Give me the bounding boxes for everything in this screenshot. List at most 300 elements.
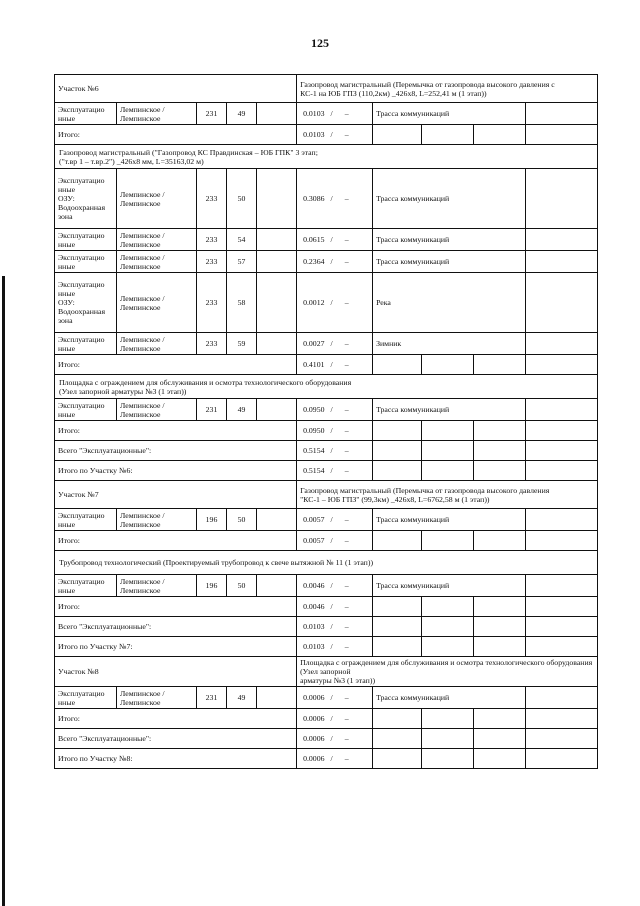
total-row bbox=[55, 729, 598, 749]
area-dash: – bbox=[344, 734, 349, 743]
section-label: Участок №8 bbox=[55, 657, 297, 687]
area-separator: / bbox=[330, 536, 333, 545]
blank-cell bbox=[373, 441, 422, 461]
category-line: Эксплуатацио bbox=[58, 400, 105, 410]
area-cell bbox=[297, 617, 373, 637]
area-value: 0.0057 bbox=[303, 515, 325, 524]
blank-cell bbox=[257, 687, 297, 709]
total-row bbox=[55, 531, 598, 551]
area-separator: / bbox=[330, 642, 333, 651]
area-dash: – bbox=[344, 109, 349, 118]
blank-cell bbox=[474, 531, 526, 551]
plot-number: 50 bbox=[227, 509, 257, 531]
plot-number: 49 bbox=[227, 399, 257, 421]
category-cell bbox=[55, 399, 117, 421]
area-dash: – bbox=[344, 466, 349, 475]
area-value: 0.0103 bbox=[303, 109, 325, 118]
total-label: Всего "Эксплуатационные": bbox=[55, 441, 297, 461]
blank-cell bbox=[526, 509, 598, 531]
location-line: Лемпинское / bbox=[120, 230, 165, 240]
location-cell bbox=[117, 229, 197, 251]
blank-cell bbox=[257, 229, 297, 251]
category-line: нные bbox=[58, 239, 76, 249]
object-title-row bbox=[55, 551, 598, 575]
category-line: зона bbox=[58, 212, 73, 221]
location-line: Лемпинское / bbox=[120, 104, 165, 114]
area-separator: / bbox=[330, 466, 333, 475]
section-label: Участок №7 bbox=[55, 481, 297, 509]
plot-number: 59 bbox=[227, 333, 257, 355]
blank-cell bbox=[474, 421, 526, 441]
blank-cell bbox=[526, 103, 598, 125]
area-cell bbox=[297, 399, 373, 421]
category-line: зона bbox=[58, 316, 73, 325]
description-line: Площадка с ограждением для обслуживания и осмотра технологического оборудования (Узел запорной bbox=[300, 658, 593, 676]
table-row bbox=[55, 687, 598, 709]
location-line: Лемпинское bbox=[120, 343, 161, 353]
blank-cell bbox=[474, 617, 526, 637]
area-separator: / bbox=[330, 515, 333, 524]
category-cell bbox=[55, 687, 117, 709]
area-value: 0.0027 bbox=[303, 339, 325, 348]
area-cell bbox=[297, 421, 373, 441]
area-cell bbox=[297, 229, 373, 251]
blank-cell bbox=[373, 597, 422, 617]
blank-cell bbox=[526, 273, 598, 333]
blank-cell bbox=[526, 169, 598, 229]
area-value: 0.0046 bbox=[303, 602, 325, 611]
land-use: Зимник bbox=[373, 333, 526, 355]
location-line: Лемпинское / bbox=[120, 189, 165, 199]
total-label: Итого по Участку №7: bbox=[55, 637, 297, 657]
section-header-row bbox=[55, 75, 598, 103]
plot-number: 50 bbox=[227, 575, 257, 597]
page-number: 125 bbox=[311, 36, 329, 50]
category-cell bbox=[55, 333, 117, 355]
land-use: Трасса коммуникаций bbox=[373, 687, 526, 709]
blank-cell bbox=[373, 461, 422, 481]
area-dash: – bbox=[344, 194, 349, 203]
blank-cell bbox=[526, 251, 598, 273]
object-title-line: (Узел запорной арматуры №3 (1 этап)) bbox=[59, 386, 187, 396]
area-value: 0.0012 bbox=[303, 298, 325, 307]
object-title bbox=[55, 375, 598, 399]
area-cell bbox=[297, 461, 373, 481]
blank-cell bbox=[474, 749, 526, 769]
blank-cell bbox=[422, 729, 474, 749]
table-row bbox=[55, 273, 598, 333]
area-cell bbox=[297, 355, 373, 375]
blank-cell bbox=[526, 597, 598, 617]
total-row bbox=[55, 461, 598, 481]
blank-cell bbox=[422, 637, 474, 657]
blank-cell bbox=[373, 421, 422, 441]
section-header-row bbox=[55, 657, 598, 687]
location-line: Лемпинское / bbox=[120, 688, 165, 698]
location-line: Лемпинское / bbox=[120, 334, 165, 344]
total-label: Итого: bbox=[55, 421, 297, 441]
location-line: Лемпинское / bbox=[120, 293, 165, 303]
location-line: Лемпинское bbox=[120, 198, 161, 208]
category-line: ОЗУ: bbox=[58, 298, 75, 307]
blank-cell bbox=[474, 597, 526, 617]
location-line: Лемпинское bbox=[120, 302, 161, 312]
category-line: нные bbox=[58, 697, 76, 707]
blank-cell bbox=[422, 597, 474, 617]
plot-number: 49 bbox=[227, 687, 257, 709]
category-cell bbox=[55, 509, 117, 531]
description-line: Газопровод магистральный (Перемычка от газопровода высокого давления с bbox=[300, 79, 555, 89]
section-description bbox=[297, 481, 598, 509]
area-cell bbox=[297, 509, 373, 531]
location-line: Лемпинское bbox=[120, 409, 161, 419]
binding-mark bbox=[2, 276, 5, 906]
blank-cell bbox=[526, 575, 598, 597]
area-separator: / bbox=[330, 754, 333, 763]
table-row bbox=[55, 169, 598, 229]
area-value: 0.0950 bbox=[303, 426, 325, 435]
total-row bbox=[55, 637, 598, 657]
category-line: Эксплуатацио bbox=[58, 510, 105, 520]
category-line: Эксплуатацио bbox=[58, 176, 105, 185]
blank-cell bbox=[526, 441, 598, 461]
total-row bbox=[55, 749, 598, 769]
plot-number: 58 bbox=[227, 273, 257, 333]
blank-cell bbox=[526, 687, 598, 709]
blank-cell bbox=[526, 617, 598, 637]
table-body bbox=[55, 75, 598, 769]
blank-cell bbox=[526, 729, 598, 749]
area-cell bbox=[297, 709, 373, 729]
area-value: 0.0950 bbox=[303, 405, 325, 414]
area-dash: – bbox=[344, 446, 349, 455]
category-cell bbox=[55, 273, 117, 333]
description-line: арматуры №3 (1 этап)) bbox=[300, 676, 376, 685]
total-label: Всего "Эксплуатационные": bbox=[55, 729, 297, 749]
blank-cell bbox=[257, 273, 297, 333]
blank-cell bbox=[526, 125, 598, 145]
blank-cell bbox=[526, 749, 598, 769]
object-title-line: Трубопровод технологический (Проектируемый трубопровод к свече вытяжной № 11 (1 этап)) bbox=[59, 558, 374, 567]
area-value: 0.0057 bbox=[303, 536, 325, 545]
block-number: 233 bbox=[197, 229, 227, 251]
total-label: Итого: bbox=[55, 531, 297, 551]
area-dash: – bbox=[344, 257, 349, 266]
total-label: Итого: bbox=[55, 125, 297, 145]
area-dash: – bbox=[344, 754, 349, 763]
location-cell bbox=[117, 273, 197, 333]
area-value: 0.0006 bbox=[303, 754, 325, 763]
area-dash: – bbox=[344, 536, 349, 545]
area-separator: / bbox=[330, 734, 333, 743]
blank-cell bbox=[422, 709, 474, 729]
object-title-line: Площадка с ограждением для обслуживания и осмотра технологического оборудования bbox=[59, 377, 352, 387]
blank-cell bbox=[373, 125, 422, 145]
blank-cell bbox=[373, 749, 422, 769]
location-cell bbox=[117, 103, 197, 125]
category-line: нные bbox=[58, 409, 76, 419]
area-dash: – bbox=[344, 622, 349, 631]
blank-cell bbox=[373, 531, 422, 551]
blank-cell bbox=[257, 509, 297, 531]
table-row bbox=[55, 399, 598, 421]
area-dash: – bbox=[344, 581, 349, 590]
area-cell bbox=[297, 273, 373, 333]
plot-number: 57 bbox=[227, 251, 257, 273]
area-cell bbox=[297, 687, 373, 709]
area-value: 0.0103 bbox=[303, 642, 325, 651]
blank-cell bbox=[373, 709, 422, 729]
blank-cell bbox=[422, 617, 474, 637]
blank-cell bbox=[422, 749, 474, 769]
object-title bbox=[55, 145, 598, 169]
object-title-line: Газопровод магистральный ("Газопровод КС Правдинская – ЮБ ГПК" 3 этап; bbox=[59, 147, 318, 157]
description-line: "КС-1 – ЮБ ГПЗ" (99,3км) _426х8, L=6762,58 м (1 этап)) bbox=[300, 494, 490, 504]
area-value: 0.5154 bbox=[303, 446, 325, 455]
description-line: КС-1 на ЮБ ГПЗ (110,2км) _426х8, L=252,41 м (1 этап)) bbox=[300, 88, 487, 98]
area-dash: – bbox=[344, 360, 349, 369]
table-row bbox=[55, 575, 598, 597]
area-value: 0.0006 bbox=[303, 714, 325, 723]
blank-cell bbox=[257, 251, 297, 273]
plot-number: 54 bbox=[227, 229, 257, 251]
category-cell bbox=[55, 575, 117, 597]
category-line: нные bbox=[58, 113, 76, 123]
area-cell bbox=[297, 749, 373, 769]
area-cell bbox=[297, 251, 373, 273]
location-cell bbox=[117, 509, 197, 531]
plot-number: 49 bbox=[227, 103, 257, 125]
section-description bbox=[297, 657, 598, 687]
table-row bbox=[55, 229, 598, 251]
area-separator: / bbox=[330, 194, 333, 203]
location-cell bbox=[117, 687, 197, 709]
total-row bbox=[55, 421, 598, 441]
area-value: 0.0103 bbox=[303, 622, 325, 631]
land-use: Трасса коммуникаций bbox=[373, 251, 526, 273]
area-cell bbox=[297, 169, 373, 229]
blank-cell bbox=[373, 637, 422, 657]
description-line: Газопровод магистральный (Перемычка от газопровода высокого давления bbox=[300, 485, 550, 495]
total-label: Итого: bbox=[55, 355, 297, 375]
block-number: 233 bbox=[197, 169, 227, 229]
location-cell bbox=[117, 333, 197, 355]
object-title bbox=[55, 551, 598, 575]
land-use: Трасса коммуникаций bbox=[373, 399, 526, 421]
area-separator: / bbox=[330, 298, 333, 307]
area-cell bbox=[297, 333, 373, 355]
location-cell bbox=[117, 251, 197, 273]
blank-cell bbox=[474, 441, 526, 461]
category-cell bbox=[55, 251, 117, 273]
blank-cell bbox=[526, 531, 598, 551]
area-dash: – bbox=[344, 339, 349, 348]
category-line: Водоохранная bbox=[58, 203, 106, 212]
category-line: Эксплуатацио bbox=[58, 230, 105, 240]
block-number: 231 bbox=[197, 399, 227, 421]
total-row bbox=[55, 355, 598, 375]
area-value: 0.0615 bbox=[303, 235, 325, 244]
blank-cell bbox=[257, 333, 297, 355]
area-separator: / bbox=[330, 109, 333, 118]
location-line: Лемпинское / bbox=[120, 576, 165, 586]
blank-cell bbox=[526, 421, 598, 441]
location-cell bbox=[117, 399, 197, 421]
blank-cell bbox=[526, 229, 598, 251]
location-line: Лемпинское / bbox=[120, 400, 165, 410]
category-line: Эксплуатацио bbox=[58, 280, 105, 289]
total-label: Всего "Эксплуатационные": bbox=[55, 617, 297, 637]
area-separator: / bbox=[330, 405, 333, 414]
blank-cell bbox=[373, 355, 422, 375]
blank-cell bbox=[526, 461, 598, 481]
location-cell bbox=[117, 575, 197, 597]
area-value: 0.0006 bbox=[303, 734, 325, 743]
area-separator: / bbox=[330, 235, 333, 244]
land-use: Трасса коммуникаций bbox=[373, 229, 526, 251]
block-number: 231 bbox=[197, 103, 227, 125]
blank-cell bbox=[373, 617, 422, 637]
category-cell bbox=[55, 169, 117, 229]
blank-cell bbox=[422, 461, 474, 481]
area-cell bbox=[297, 531, 373, 551]
blank-cell bbox=[422, 421, 474, 441]
block-number: 233 bbox=[197, 273, 227, 333]
category-line: нные bbox=[58, 519, 76, 529]
blank-cell bbox=[474, 355, 526, 375]
category-line: Эксплуатацио bbox=[58, 688, 105, 698]
area-value: 0.0006 bbox=[303, 693, 325, 702]
blank-cell bbox=[422, 441, 474, 461]
plot-number: 50 bbox=[227, 169, 257, 229]
blank-cell bbox=[526, 637, 598, 657]
category-line: Эксплуатацио bbox=[58, 576, 105, 586]
table-row bbox=[55, 509, 598, 531]
location-line: Лемпинское bbox=[120, 585, 161, 595]
area-separator: / bbox=[330, 581, 333, 590]
block-number: 233 bbox=[197, 251, 227, 273]
area-separator: / bbox=[330, 602, 333, 611]
total-row bbox=[55, 617, 598, 637]
area-dash: – bbox=[344, 515, 349, 524]
area-separator: / bbox=[330, 257, 333, 266]
location-line: Лемпинское bbox=[120, 697, 161, 707]
blank-cell bbox=[422, 355, 474, 375]
area-value: 0.0046 bbox=[303, 581, 325, 590]
area-separator: / bbox=[330, 693, 333, 702]
area-dash: – bbox=[344, 426, 349, 435]
area-cell bbox=[297, 597, 373, 617]
blank-cell bbox=[526, 355, 598, 375]
block-number: 233 bbox=[197, 333, 227, 355]
blank-cell bbox=[422, 125, 474, 145]
blank-cell bbox=[526, 709, 598, 729]
area-value: 0.4101 bbox=[303, 360, 325, 369]
area-value: 0.3086 bbox=[303, 194, 325, 203]
category-line: нные bbox=[58, 261, 76, 271]
object-title-row bbox=[55, 145, 598, 169]
blank-cell bbox=[422, 531, 474, 551]
category-line: Водоохранная bbox=[58, 307, 106, 316]
location-line: Лемпинское bbox=[120, 239, 161, 249]
area-value: 0.5154 bbox=[303, 466, 325, 475]
blank-cell bbox=[474, 461, 526, 481]
location-line: Лемпинское bbox=[120, 519, 161, 529]
table-row bbox=[55, 103, 598, 125]
category-line: нные bbox=[58, 185, 76, 194]
blank-cell bbox=[373, 729, 422, 749]
category-line: Эксплуатацио bbox=[58, 252, 105, 262]
area-cell bbox=[297, 441, 373, 461]
total-label: Итого по Участку №8: bbox=[55, 749, 297, 769]
section-description bbox=[297, 75, 598, 103]
blank-cell bbox=[474, 125, 526, 145]
area-separator: / bbox=[330, 130, 333, 139]
area-dash: – bbox=[344, 642, 349, 651]
category-cell bbox=[55, 229, 117, 251]
area-dash: – bbox=[344, 602, 349, 611]
land-use: Трасса коммуникаций bbox=[373, 103, 526, 125]
blank-cell bbox=[526, 333, 598, 355]
location-line: Лемпинское bbox=[120, 113, 161, 123]
category-line: Эксплуатацио bbox=[58, 334, 105, 344]
blank-cell bbox=[257, 103, 297, 125]
area-dash: – bbox=[344, 235, 349, 244]
area-value: 0.2364 bbox=[303, 257, 325, 266]
total-row bbox=[55, 441, 598, 461]
category-line: нные bbox=[58, 343, 76, 353]
total-row bbox=[55, 125, 598, 145]
land-use: Река bbox=[373, 273, 526, 333]
total-row bbox=[55, 709, 598, 729]
total-label: Итого: bbox=[55, 709, 297, 729]
area-separator: / bbox=[330, 446, 333, 455]
location-cell bbox=[117, 169, 197, 229]
area-separator: / bbox=[330, 426, 333, 435]
location-line: Лемпинское / bbox=[120, 510, 165, 520]
area-cell bbox=[297, 125, 373, 145]
object-title-line: ("т.вр 1 – т.вр.2") _426х8 мм, L=35163,02 м) bbox=[59, 156, 204, 166]
blank-cell bbox=[474, 729, 526, 749]
section-header-row bbox=[55, 481, 598, 509]
area-dash: – bbox=[344, 298, 349, 307]
area-cell bbox=[297, 103, 373, 125]
blank-cell bbox=[474, 637, 526, 657]
area-separator: / bbox=[330, 339, 333, 348]
land-use: Трасса коммуникаций bbox=[373, 575, 526, 597]
area-cell bbox=[297, 729, 373, 749]
blank-cell bbox=[257, 575, 297, 597]
blank-cell bbox=[526, 399, 598, 421]
block-number: 231 bbox=[197, 687, 227, 709]
area-cell bbox=[297, 637, 373, 657]
blank-cell bbox=[474, 709, 526, 729]
total-label: Итого: bbox=[55, 597, 297, 617]
category-line: нные bbox=[58, 289, 76, 298]
table-row bbox=[55, 333, 598, 355]
land-use: Трасса коммуникаций bbox=[373, 169, 526, 229]
blank-cell bbox=[257, 169, 297, 229]
land-plot-table bbox=[54, 74, 598, 769]
category-line: ОЗУ: bbox=[58, 194, 75, 203]
total-label: Итого по Участку №6: bbox=[55, 461, 297, 481]
location-line: Лемпинское bbox=[120, 261, 161, 271]
location-line: Лемпинское / bbox=[120, 252, 165, 262]
block-number: 196 bbox=[197, 509, 227, 531]
area-separator: / bbox=[330, 622, 333, 631]
object-title-row bbox=[55, 375, 598, 399]
area-dash: – bbox=[344, 714, 349, 723]
